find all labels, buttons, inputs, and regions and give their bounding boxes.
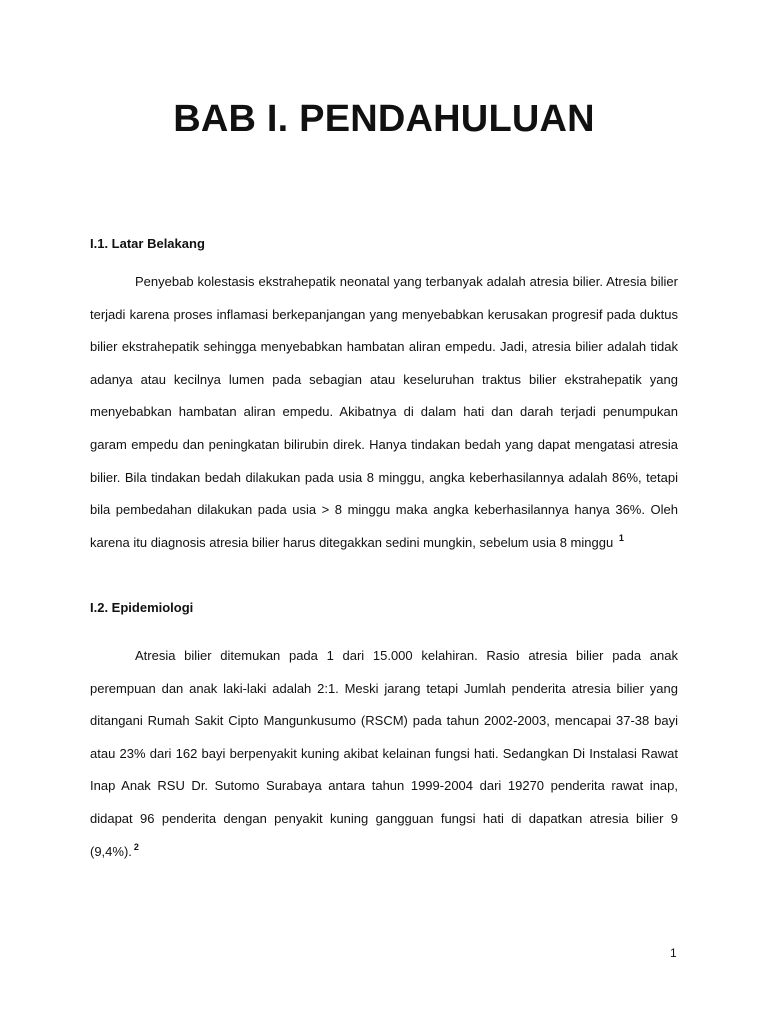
- reference-marker: 1: [618, 532, 624, 543]
- section-paragraph-latar-belakang: [90, 266, 678, 559]
- chapter-title: BAB I. PENDAHULUAN: [173, 98, 595, 140]
- section-paragraph-epidemiologi: [90, 640, 678, 868]
- paragraph-text: Atresia bilier ditemukan pada 1 dari 15.000 kelahiran. Rasio atresia bilier pada anak perempuan dan anak laki-laki adalah 2:1. Meski jarang tetapi Jumlah penderita atresia bilier yang ditangani Rumah Sakit Cipto Mangunkusumo (RSCM) pada tahun 2002-2003, mencapai 37-38 bayi atau 23% dari 162 bayi berpenyakit kuning akibat kelainan fungsi hati. Sedangkan Di Instalasi Rawat Inap Anak RSU Dr. Sutomo Surabaya antara tahun 1999-2004 dari 19270 penderita rawat inap, didapat 96 penderita dengan penyakit kuning gangguan fungsi hati di dapatkan atresia bilier 9 (9,4%).: [90, 648, 678, 859]
- section-heading-epidemiologi: I.2. Epidemiologi: [90, 600, 194, 615]
- reference-marker: 2: [133, 841, 139, 852]
- section-heading-latar-belakang: I.1. Latar Belakang: [90, 236, 205, 251]
- paragraph-text: Penyebab kolestasis ekstrahepatik neonatal yang terbanyak adalah atresia bilier. Atresia bilier terjadi karena proses inflamasi berkepanjangan yang menyebabkan kerusakan progresif pada duktus bilier ekstrahepatik sehingga menyebabkan hambatan aliran empedu. Jadi, atresia bilier adalah tidak adanya atau kecilnya lumen pada sebagian atau keseluruhan traktus bilier ekstrahepatik yang menyebabkan hambatan aliran empedu. Akibatnya di dalam hati dan darah terjadi penumpukan garam empedu dan peningkatan bilirubin direk. Hanya tindakan bedah yang dapat mengatasi atresia bilier. Bila tindakan bedah dilakukan pada usia 8 minggu, angka keberhasilannya adalah 86%, tetapi bila pembedahan dilakukan pada usia > 8 minggu maka angka keberhasilannya hanya 36%. Oleh karena itu diagnosis atresia bilier harus ditegakkan sedini mungkin, sebelum usia 8 minggu: [90, 274, 678, 550]
- page-number: 1: [670, 946, 677, 960]
